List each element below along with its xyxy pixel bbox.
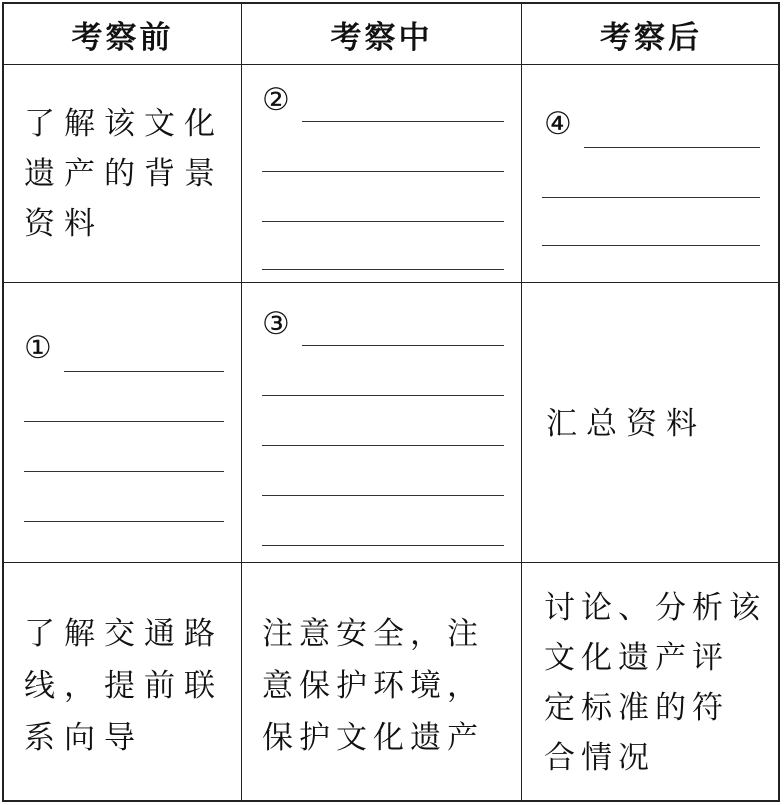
answer-marker-2: ② [262,82,290,118]
header-during: 考察中 [242,4,522,64]
before-cell-2 [4,283,242,562]
after-cell-1 [522,65,780,282]
after-cell-3 [522,563,780,800]
answer-blank-line[interactable] [302,345,504,346]
cell-text-line: 了解交通路 [24,616,224,652]
header-after: 考察后 [600,19,702,56]
summary-text: 汇总资料 [546,406,706,442]
before-cell-1 [4,65,242,282]
cell-text-line: 遗产的背景 [24,156,224,192]
investigation-table [2,2,780,802]
cell-text-line: 了解该文化 [24,106,224,142]
during-cell-1 [242,65,522,282]
answer-blank-line[interactable] [262,269,504,270]
answer-blank-line[interactable] [24,421,224,422]
header-row [4,4,778,65]
cell-text-line: 资料 [24,206,104,242]
answer-blank-line[interactable] [262,395,504,396]
answer-blank-line[interactable] [262,221,504,222]
during-cell-3 [242,563,522,800]
cell-text-line: 线，提前联 [24,668,224,704]
answer-blank-line[interactable] [584,147,760,148]
cell-text-line: 文化遗产评 [544,640,729,676]
answer-blank-line[interactable] [24,471,224,472]
before-cell-3 [4,563,242,800]
table-row [4,65,778,283]
cell-text-line: 讨论、分析该 [544,590,766,626]
table-row [4,563,778,800]
cell-text-line: 意保护环境， [262,668,484,704]
table-row [4,283,778,563]
answer-blank-line[interactable] [262,445,504,446]
answer-blank-line[interactable] [542,197,760,198]
answer-marker-4: ④ [544,106,572,142]
cell-text-line: 合情况 [544,740,655,776]
cell-text-line: 系向导 [24,720,144,756]
answer-blank-line[interactable] [262,171,504,172]
answer-blank-line[interactable] [262,495,504,496]
after-cell-2 [522,283,780,562]
during-cell-2 [242,283,522,562]
answer-blank-line[interactable] [64,371,224,372]
answer-blank-line[interactable] [262,545,504,546]
cell-text-line: 注意安全，注 [262,616,484,652]
answer-blank-line[interactable] [24,521,224,522]
cell-text-line: 定标准的符 [544,690,729,726]
answer-marker-3: ③ [262,306,290,342]
answer-blank-line[interactable] [302,121,504,122]
cell-text-line: 保护文化遗产 [262,720,484,756]
answer-marker-1: ① [24,330,52,366]
answer-blank-line[interactable] [542,245,760,246]
header-before: 考察前 [4,4,242,64]
